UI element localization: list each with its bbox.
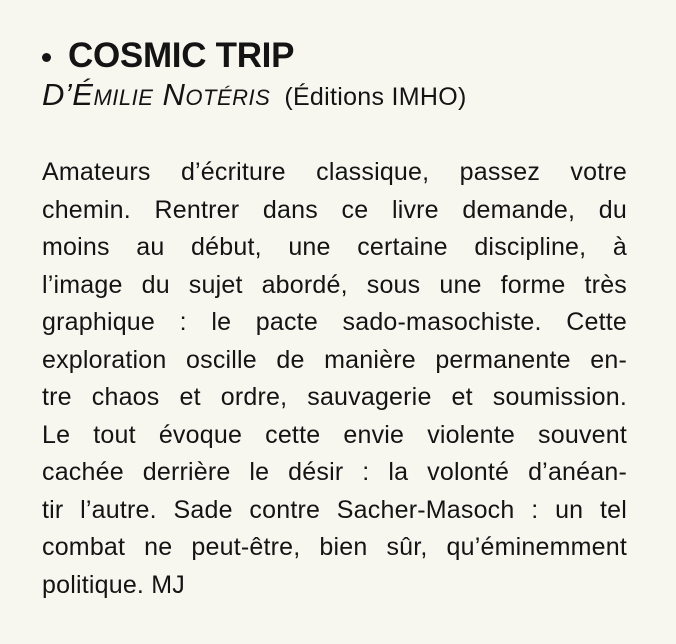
- article-body: [42, 154, 627, 604]
- body-line: politique. MJ: [42, 570, 185, 599]
- bullet-icon: [42, 53, 51, 62]
- body-line: Amateurs d’écriture classique, passez votre: [42, 158, 627, 186]
- article-title-row: [42, 36, 294, 76]
- body-line: tir l’autre. Sade contre Sacher-Masoch : un tel: [42, 495, 627, 524]
- body-line: moins au début, une certaine discipline, à: [42, 233, 627, 261]
- body-line: graphique : le pacte sado-masochiste. Cette: [42, 308, 627, 336]
- body-line: Le tout évoque cette envie violente souvent: [42, 420, 627, 449]
- publisher-name: (Éditions IMHO): [284, 83, 467, 111]
- body-line: cachée derrière le désir : la volonté d’anéan-: [42, 458, 627, 486]
- body-line: tre chaos et ordre, sauvagerie et soumission.: [42, 383, 627, 411]
- body-line: combat ne peut-être, bien sûr, qu’éminemment: [42, 533, 627, 561]
- body-line: l’image du sujet abordé, sous une forme très: [42, 270, 627, 299]
- article-title: COSMIC TRIP: [68, 36, 295, 75]
- body-line: chemin. Rentrer dans ce livre demande, du: [42, 195, 627, 224]
- body-line: exploration oscille de manière permanente en-: [42, 345, 627, 374]
- author-name: D’Émilie Notéris: [42, 77, 271, 112]
- byline: [42, 76, 467, 120]
